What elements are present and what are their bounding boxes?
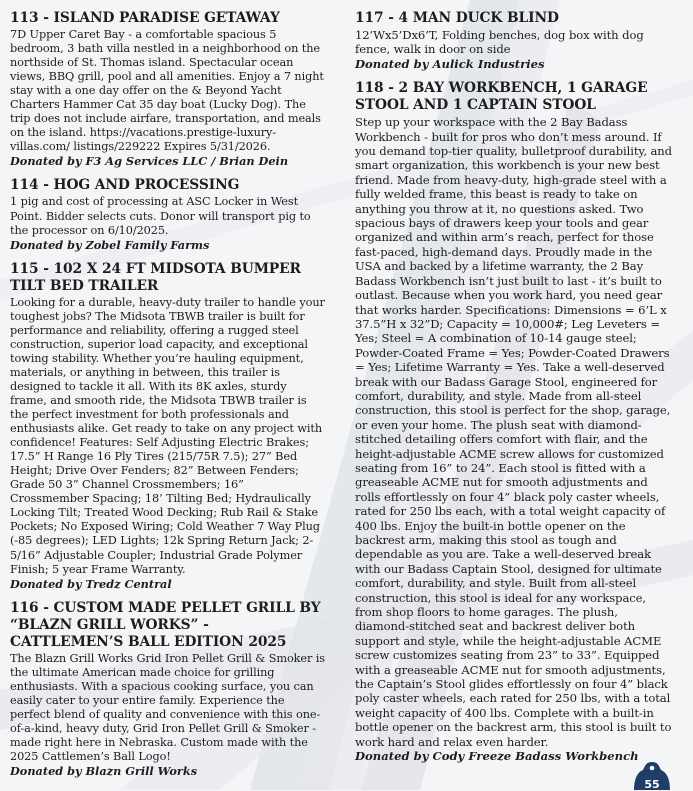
item-description: 1 pig and cost of processing at ASC Locker in West Point. Bidder selects cuts. Donor will transport pig to the processor on 6/10/2025. (10, 195, 311, 237)
right-column (355, 10, 675, 773)
item-title: 118 - 2 BAY WORKBENCH, 1 GARAGE STOOL AND 1 CAPTAIN STOOL (355, 80, 648, 114)
item-description: Looking for a durable, heavy-duty trailer to handle your toughest jobs? The Midsota TBWB trailer is built for performance and reliability, offering a rugged steel construction, superior load capacity, and exceptional towing stability. Whether you’re hauling equipment, materials, or anything in between, this trailer is designed to tackle it all. With its 8K axles, sturdy frame, and smooth ride, the Midsota TBWB trailer is the perfect investment for both professionals and enthusiasts alike. Get ready to take on any project with confidence! Features: Self Adjusting Electric Brakes; 17.5” H Range 16 Ply Tires (215/75R 7.5); 27” Bed Height; Drive Over Fenders; 82” Between Fenders; Grade 50 3” Channel Crossmembers; 16” Crossmember Spacing; 18’ Tilting Bed; Hydraulically Locking Tilt; Treated Wood Decking; Rub Rail & Stake Pockets; No Exposed Wiring; Cold Weather 7 Way Plug (-85 degrees); LED Lights; 12k Spring Return Jack; 2-5/16” Adjustable Coupler; Industrial Grade Polymer Finish; 5 year Frame Warranty. (10, 295, 325, 576)
auction-item-116 (10, 600, 326, 778)
page-number-tag (634, 762, 670, 790)
auction-item-113 (10, 10, 326, 168)
item-donor: Donated by Cody Freeze Badass Workbench (355, 749, 639, 764)
item-title: 114 - HOG AND PROCESSING (10, 177, 240, 194)
auction-item-115 (10, 261, 326, 591)
item-donor: Donated by F3 Ag Services LLC / Brian Dein (10, 154, 289, 169)
left-column (10, 10, 326, 787)
item-description: 7D Upper Caret Bay - a comfortable spacious 5 bedroom, 3 bath villa nestled in a neighborhood on the northside of St. Thomas island. Spectacular ocean views, BBQ grill, pool and all amenities. Enjoy a 7 night stay with a one day offer on the & Beyond Yacht Charters Hammer Cat 35 day boat (Lucky Dog). The trip does not include airfare, transportation, and meals on the island. https://vacations.prestige-luxury-villas.com/ listings/229222 Expires 5/31/2026. (10, 28, 324, 154)
item-title: 113 - ISLAND PARADISE GETAWAY (10, 10, 280, 26)
item-donor: Donated by Tredz Central (10, 576, 172, 591)
item-donor: Donated by Aulick Industries (355, 56, 545, 71)
item-title: 115 - 102 X 24 FT MIDSOTA BUMPER TILT BED TRAILER (10, 260, 301, 294)
item-title: 117 - 4 MAN DUCK BLIND (355, 10, 559, 26)
item-title: 116 - CUSTOM MADE PELLET GRILL BY “BLAZN GRILL WORKS” - CATTLEMEN’S BALL EDITION 2025 (10, 599, 321, 650)
auction-item-117 (355, 10, 675, 71)
auction-item-114 (10, 177, 326, 251)
item-description: 12’Wx5’Dx6’T, Folding benches, dog box with dog fence, walk in door on side (355, 28, 644, 57)
item-description: The Blazn Grill Works Grid Iron Pellet Grill & Smoker is the ultimate American made choice for grilling enthusiasts. With a spacious cooking surface, you can easily cater to your entire family. Experience the perfect blend of quality and convenience with this one-of-a-kind, heavy duty, Grid Iron Pellet Grill & Smoker - made right here in Nebraska. Custom made with the 2025 Cattlemen’s Ball Logo! (10, 651, 325, 763)
page-number: 55 (644, 778, 660, 791)
auction-item-118 (355, 80, 675, 763)
item-donor: Donated by Blazn Grill Works (10, 764, 198, 779)
item-donor: Donated by Zobel Family Farms (10, 237, 210, 252)
item-description: Step up your workspace with the 2 Bay Badass Workbench - built for pros who don’t mess around. If you demand top-tier quality, bulletproof durability, and smart organization, this workbench is your new best friend. Made from heavy-duty, high-grade steel with a fully welded frame, this beast is ready to take on anything you throw at it, no questions asked. Two spacious bays of drawers keep your tools and gear organized and within arm’s reach, perfect for those fast-paced, high-demand days. Proudly made in the USA and backed by a lifetime warranty, the 2 Bay Badass Workbench isn’t just built to last - it’s built to outlast. Because when you work hard, you need gear that works harder. Specifications: Dimensions = 6’L x 37.5”H x 32”D; Capacity = 10,000#; Leg Leveters = Yes; Steel = A combination of 10-14 gauge steel; Powder-Coated Frame = Yes; Powder-Coated Drawers = Yes; Lifetime Warranty = Yes. Take a well-deserved break with our Badass Garage Stool, engineered for comfort, durability, and style. Made from all-steel construction, this stool is perfect for the shop, garage, or even your home. The plush seat with diamond-stitched detailing offers comfort with flair, and the height-adjustable ACME screw allows for customized seating from 16” to 24”. Each stool is fitted with a greaseable ACME nut for smooth adjustments and rolls effortlessly on four 4” black poly caster wheels, rated for 250 lbs each, with a total weight capacity of 400 lbs. Enjoy the built-in bottle opener on the backrest arm, making this stool as tough and dependable as you are. Take a well-deserved break with our Badass Captain Stool, designed for ultimate comfort, durability, and style. Built from all-steel construction, this stool is ideal for any workspace, from shop floors to home garages. The plush, diamond-stitched seat and backrest deliver both support and style, while the height-adjustable ACME screw customizes seating from 23” to 33”. Equipped with a greaseable ACME nut for smooth adjustments, the Captain’s Stool glides effortlessly on four 4” black poly caster wheels, each rated for 250 lbs, with a total weight capacity of 400 lbs. Complete with a built-in bottle opener on the backrest arm, this stool is built to work hard and relax even harder. (355, 115, 672, 749)
